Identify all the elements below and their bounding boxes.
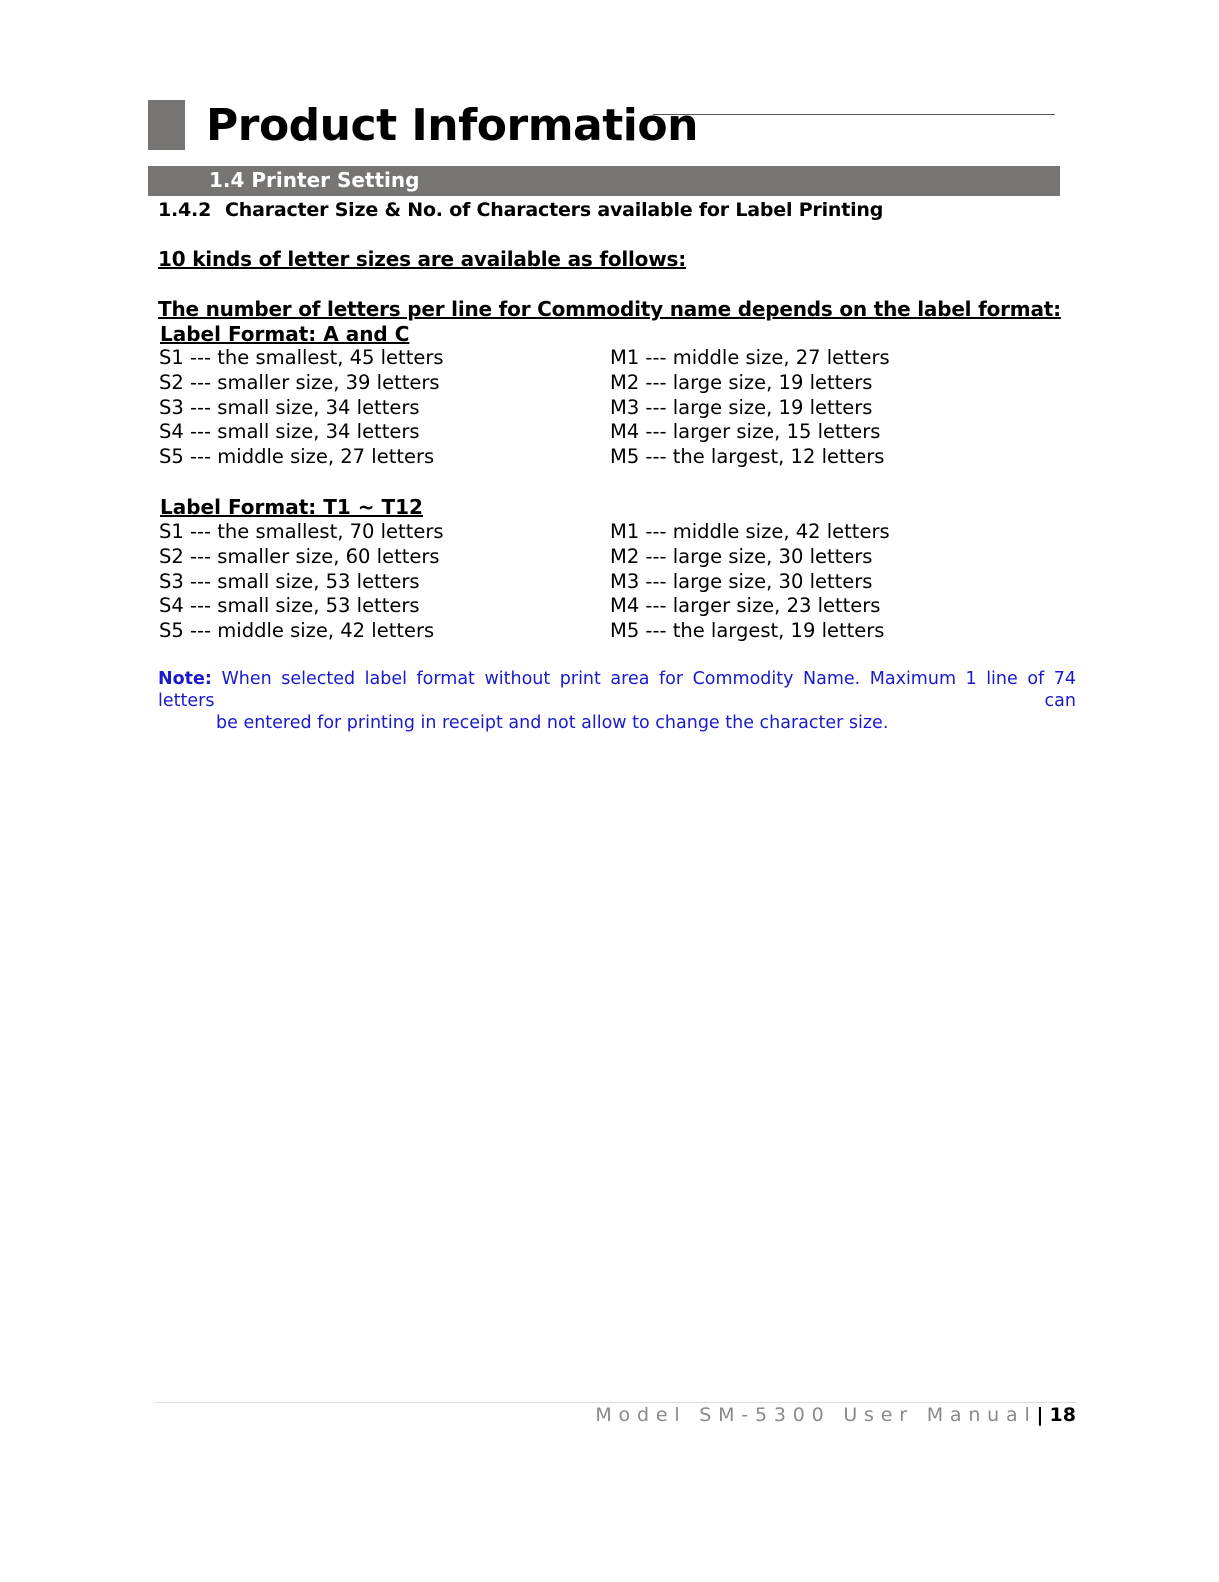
subsection-heading <box>158 197 883 223</box>
list-item: M2 --- large size, 30 letters <box>610 544 873 568</box>
list-item: S3 --- small size, 53 letters <box>159 569 420 593</box>
section-bar: 1.4 Printer Setting <box>148 166 1060 196</box>
format-t-middle-list <box>610 520 890 644</box>
list-item: M5 --- the largest, 19 letters <box>610 619 885 643</box>
subsection-title: Character Size & No. of Characters available for Label Printing <box>225 199 884 221</box>
subsection-number: 1.4.2 <box>158 199 212 221</box>
intro-heading: 10 kinds of letter sizes are available as follows: <box>158 247 686 271</box>
format-a-c-middle-list <box>610 346 890 470</box>
footer-separator: | <box>1036 1404 1044 1426</box>
list-item: S4 --- small size, 34 letters <box>159 420 420 444</box>
title-rule <box>653 114 1055 115</box>
list-item: S1 --- the smallest, 45 letters <box>159 346 444 369</box>
note-block <box>158 668 1076 734</box>
list-item: S3 --- small size, 34 letters <box>159 395 420 419</box>
note-text-1: When selected label format without print area for Commodity Name. Maximum 1 line of 74 letters can <box>158 669 1076 711</box>
page-title: Product Information <box>206 100 698 151</box>
list-item: S5 --- middle size, 27 letters <box>159 445 435 469</box>
title-accent-block <box>148 100 185 150</box>
footer-manual-title: Model SM-5300 User Manual <box>595 1404 1037 1426</box>
format-a-c-small-list <box>159 346 444 470</box>
list-item: M2 --- large size, 19 letters <box>610 370 873 394</box>
list-item: M4 --- larger size, 15 letters <box>610 420 881 444</box>
format-title-a-c: Label Format: A and C <box>160 322 410 346</box>
list-item: S2 --- smaller size, 39 letters <box>159 370 440 394</box>
list-item: M3 --- large size, 19 letters <box>610 395 873 419</box>
note-label: Note: <box>158 669 212 689</box>
page-footer <box>595 1402 1076 1428</box>
format-title-t1-t12: Label Format: T1 ~ T12 <box>160 495 423 519</box>
list-item: M4 --- larger size, 23 letters <box>610 594 881 618</box>
list-item: S4 --- small size, 53 letters <box>159 594 420 618</box>
list-item: M3 --- large size, 30 letters <box>610 569 873 593</box>
list-item: M5 --- the largest, 12 letters <box>610 445 885 469</box>
list-item: S1 --- the smallest, 70 letters <box>159 520 444 543</box>
format-t-small-list <box>159 520 444 644</box>
note-line-1 <box>158 668 1076 712</box>
list-item: M1 --- middle size, 27 letters <box>610 346 890 369</box>
page-number: 18 <box>1049 1404 1076 1426</box>
list-item: S5 --- middle size, 42 letters <box>159 619 435 643</box>
list-item: M1 --- middle size, 42 letters <box>610 520 890 543</box>
list-item: S2 --- smaller size, 60 letters <box>159 544 440 568</box>
note-line-2: be entered for printing in receipt and not allow to change the character size. <box>216 713 889 733</box>
depends-heading: The number of letters per line for Commodity name depends on the label format: <box>158 297 1061 321</box>
